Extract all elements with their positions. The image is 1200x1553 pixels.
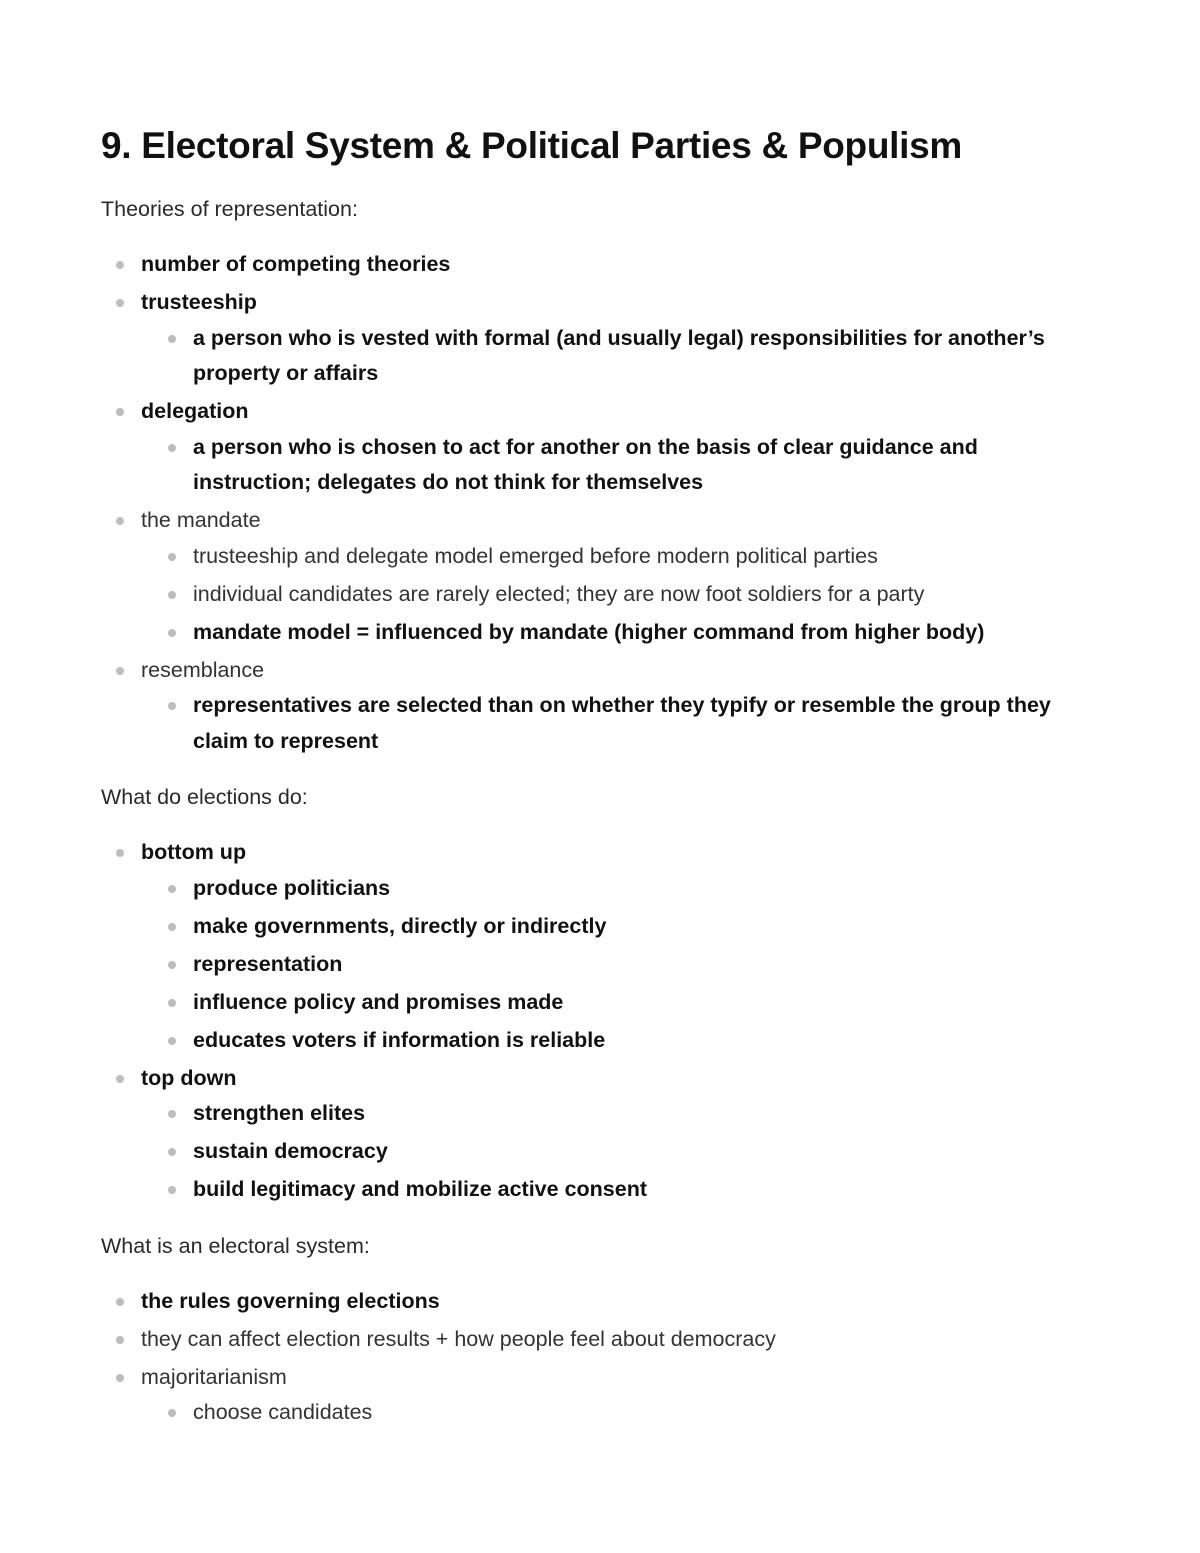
document-page: [101, 120, 1101, 1431]
sub-list-item: [101, 321, 1101, 392]
sub-list-item-text: individual candidates are rarely elected; they are now foot soldiers for a party: [193, 581, 925, 606]
list-item-text: trusteeship: [141, 290, 257, 314]
sub-bullet-list: [101, 430, 1101, 501]
bullet-list: [101, 1284, 1101, 1431]
bullet-icon: [116, 1298, 124, 1306]
list-item: [101, 247, 1101, 283]
bullet-icon: [168, 885, 176, 893]
list-item-text: resemblance: [141, 657, 265, 682]
bullet-icon: [116, 299, 124, 307]
sub-list-item: [101, 615, 1101, 651]
sub-list-item-text: produce politicians: [193, 875, 391, 900]
list-item: [101, 653, 1101, 760]
bullet-icon: [168, 999, 176, 1007]
list-item-text: the mandate: [141, 508, 261, 532]
bullet-list: [101, 247, 1101, 759]
sub-list-item-text: representatives are selected than on whether they typify or resemble the group they claim to represent: [193, 693, 1051, 753]
sub-list-item-text: strengthen elites: [193, 1101, 366, 1125]
document-title: 9. Electoral System & Political Parties & Populism: [101, 125, 962, 166]
list-item: [101, 1061, 1101, 1208]
bullet-list: [101, 835, 1101, 1208]
list-item: [101, 1284, 1101, 1320]
sub-list-item-text: influence policy and promises made: [193, 989, 564, 1014]
list-item-text: majoritarianism: [141, 1364, 287, 1389]
sub-list-item-text: mandate model = influenced by mandate (higher command from higher body): [193, 619, 985, 644]
bullet-icon: [168, 1110, 176, 1118]
sub-bullet-list: [101, 688, 1101, 759]
sub-list-item: [101, 539, 1101, 575]
bullet-icon: [168, 1037, 176, 1045]
sub-list-item: [101, 1395, 1101, 1431]
bullet-icon: [168, 1148, 176, 1156]
bullet-icon: [116, 1336, 124, 1344]
sub-bullet-list: [101, 871, 1101, 1059]
sub-list-item-text: make governments, directly or indirectly: [193, 913, 607, 938]
sub-list-item-text: trusteeship and delegate model emerged before modern political parties: [193, 543, 878, 568]
bullet-icon: [116, 1374, 124, 1382]
section-heading: What is an electoral system:: [101, 1233, 370, 1258]
sub-bullet-list: [101, 1395, 1101, 1431]
sub-list-item-text: a person who is chosen to act for another on the basis of clear guidance and instruction; delegates do not think for themselves: [193, 434, 978, 494]
section-heading: Theories of representation:: [101, 197, 358, 221]
bullet-icon: [116, 667, 124, 675]
bullet-icon: [168, 1409, 176, 1417]
bullet-icon: [168, 553, 176, 561]
bullet-icon: [116, 261, 124, 269]
bullet-icon: [168, 629, 176, 637]
sub-bullet-list: [101, 539, 1101, 651]
sub-list-item: [101, 688, 1101, 759]
bullet-icon: [116, 517, 124, 525]
section-what-do-elections-do: [101, 782, 1101, 1208]
list-item-text: number of competing theories: [141, 252, 451, 276]
sub-list-item: [101, 577, 1101, 613]
list-item: [101, 394, 1101, 501]
section-theories-of-representation: [101, 194, 1101, 759]
sub-list-item: [101, 430, 1101, 501]
bullet-icon: [116, 849, 124, 857]
bullet-icon: [116, 408, 124, 416]
bullet-icon: [168, 1186, 176, 1194]
bullet-icon: [168, 444, 176, 452]
sub-list-item: [101, 909, 1101, 945]
sub-list-item: [101, 985, 1101, 1021]
sub-list-item-text: educates voters if information is reliable: [193, 1027, 606, 1052]
list-item: [101, 285, 1101, 392]
list-item: [101, 1360, 1101, 1431]
sub-list-item-text: a person who is vested with formal (and usually legal) responsibilities for another’s property or affairs: [193, 325, 1045, 385]
sub-list-item: [101, 947, 1101, 983]
bullet-icon: [168, 961, 176, 969]
sub-list-item: [101, 1096, 1101, 1132]
sub-list-item: [101, 871, 1101, 907]
list-item: [101, 503, 1101, 650]
list-item-text: top down: [141, 1065, 237, 1090]
list-item: [101, 835, 1101, 1058]
list-item-text: they can affect election results + how people feel about democracy: [141, 1326, 776, 1351]
list-item-text: the rules governing elections: [141, 1288, 440, 1313]
section-heading: What do elections do:: [101, 785, 308, 809]
sub-list-item-text: sustain democracy: [193, 1139, 388, 1163]
list-item-text: bottom up: [141, 840, 247, 864]
sub-list-item-text: build legitimacy and mobilize active consent: [193, 1177, 647, 1201]
sub-list-item: [101, 1172, 1101, 1208]
list-item-text: delegation: [141, 399, 249, 423]
section-what-is-an-electoral-system: [101, 1231, 1101, 1431]
bullet-icon: [168, 923, 176, 931]
sub-list-item-text: representation: [193, 951, 343, 976]
sub-list-item: [101, 1023, 1101, 1059]
sub-list-item-text: choose candidates: [193, 1400, 373, 1424]
bullet-icon: [168, 335, 176, 343]
list-item: [101, 1322, 1101, 1358]
sub-list-item: [101, 1134, 1101, 1170]
bullet-icon: [168, 591, 176, 599]
bullet-icon: [116, 1075, 124, 1083]
sub-bullet-list: [101, 1096, 1101, 1208]
sub-bullet-list: [101, 321, 1101, 392]
bullet-icon: [168, 702, 176, 710]
